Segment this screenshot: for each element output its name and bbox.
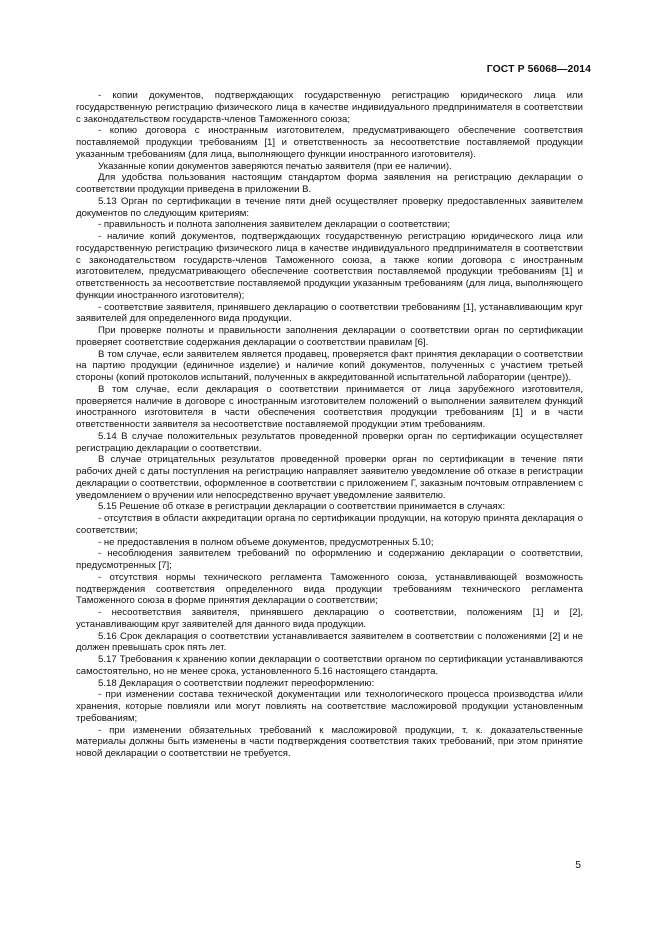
paragraph: - не предоставления в полном объеме документов, предусмотренных 5.10; [98,536,434,548]
paragraph: - правильность и полнота заполнения заявителем декларации о соответствии; [98,219,451,231]
paragraph: - несоответствия заявителя, принявшего декларацию о соответствии, положениям [1] и [2], устанавливающим круг заявителей для данного вида продукции. [76,607,583,630]
paragraph: Для удобства пользования настоящим стандартом форма заявления на регистрацию декларации о соответствии продукции приведена в приложении В. [76,172,583,195]
paragraph: 5.17 Требования к хранению копии декларации о соответствии органом по сертификации устанавливаются самостоятельно, но не менее срока, установленного 5.16 настоящего стандарта. [76,654,583,677]
paragraph: - при изменении состава технической документации или технологического процесса производства и/или хранения, которые повлияли или могут повлиять на соответствие масложировой продукции установленным требованиям; [76,689,583,724]
paragraph: 5.14 В случае положительных результатов проведенной проверки орган по сертификации осуществляет регистрацию декларации о соответствии. [76,430,583,454]
standard-designation: ГОСТ Р 56068—2014 [486,64,591,75]
paragraph: 5.13 Орган по сертификации в течение пяти дней осуществляет проверку предоставленных заявителем документов по следующим критериям: [76,195,583,219]
paragraph: Указанные копии документов заверяются печатью заявителя (при ее наличии). [98,160,452,172]
paragraph: - отсутствия в области аккредитации органа по сертификации продукции, на которую принята декларация о соответствии; [76,513,583,536]
paragraph: - отсутствия нормы технического регламента Таможенного союза, устанавливающей возможность подтверждения соответствия определенного вида продукции требованиям технического регламента Таможенного союза в форме принятия декларации о соответствии; [76,571,583,607]
paragraph: В том случае, если декларация о соответствии принимается от лица зарубежного изготовителя, проверяется наличие в договоре с иностранным изготовителем положений о выполнении заявителем функций иностранного изготовителя в части обеспечения соответствия продукции требованиям [1] и в части ответственности заявителя за несоответствие поставляемой продукции этим требованиям. [76,383,583,430]
paragraph: 5.15 Решение об отказе в регистрации декларации о соответствии принимается в случаях: [98,501,506,513]
paragraph: При проверке полноты и правильности заполнения декларации о соответствии орган по сертификации проверяет соответствие содержания декларации о соответствии правилам [6]. [76,325,583,348]
paragraph: 5.16 Срок декларация о соответствии устанавливается заявителем в соответствии с положениями [2] и не должен превышать срок пять лет. [76,630,583,654]
paragraph: 5.18 Декларация о соответствии подлежит переоформлению: [98,677,375,689]
paragraph: - копию договора с иностранным изготовителем, предусматривающего обеспечение соответствия поставляемой продукции требованиям [1] и ответственность за несоответствие поставляемой продукции указанным требованиям (для лица, выполняющего функции иностранного изготовителя). [76,125,583,160]
paragraph: - копии документов, подтверждающих государственную регистрацию юридического лица или государственную регистрацию физического лица в качестве индивидуального предпринимателя в соответствии с законодательством государств-членов Таможенного союза; [76,90,583,125]
paragraph: - наличие копий документов, подтверждающих государственную регистрацию юридического лица или государственную регистрацию физического лица в качестве индивидуального предпринимателя в соответствии с законодательством государств-членов Таможенного союза, а также копии договора с иностранным изготовителем, предусматривающего обеспечение соответствия поставляемой продукции требованиям [1] и ответственность за несоответствие поставляемой продукции указанным требованиям (для лица, выполняющего функции иностранного изготовителя); [76,231,583,301]
document-body [76,90,583,760]
paragraph: В том случае, если заявителем является продавец, проверяется факт принятия декларации о соответствии на партию продукции (единичное изделие) и наличие копий документов, полученных с участием третьей стороны (копий протоколов испытаний, полученных в аккредитованной испытательной лаборатории (центре)). [76,348,583,383]
paragraph: В случае отрицательных результатов проведенной проверки орган по сертификации в течение пяти рабочих дней с даты поступления на регистрацию направляет заявителю уведомление об отказе в регистрации декларации о соответствии, оформленное в соответствии с приложением Г, заказным почтовым отправлением с уведомлением о вручении или непосредственно вручает уведомление заявителю. [76,454,583,501]
paragraph: - несоблюдения заявителем требований по оформлению и содержанию декларации о соответствии, предусмотренных [7]; [76,548,583,571]
paragraph: - при изменении обязательных требований к масложировой продукции, т. к. доказательственные материалы должны быть изменены в части подтверждения соответствия таких требований, при этом принятие новой декларации о соответствии не требуется. [76,724,583,759]
page-number: 5 [575,860,581,871]
paragraph: - соответствие заявителя, принявшего декларацию о соответствии требованиям [1], устанавливающим круг заявителей для определенного вида продукции. [76,301,583,325]
